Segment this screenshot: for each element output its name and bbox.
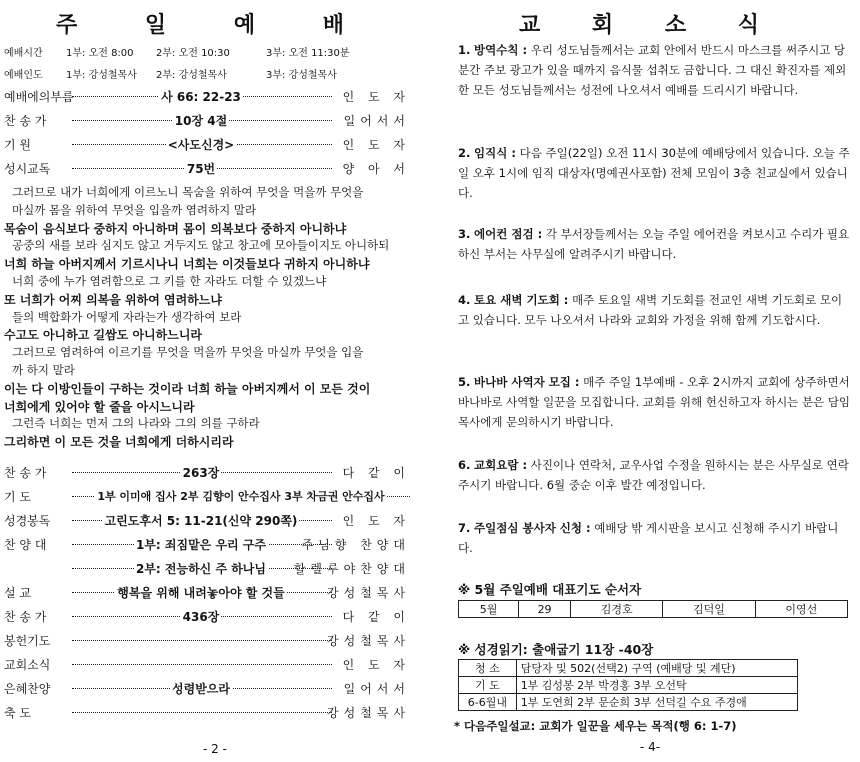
verse-line: 너희 중에 누가 염려함으로 그 키를 한 자라도 더할 수 있겠느냐 <box>12 274 327 288</box>
order-right: 인 도 자 <box>342 658 410 672</box>
order-row <box>4 632 410 652</box>
news-item-number: 3. <box>458 227 471 241</box>
order-row <box>4 680 410 700</box>
news-item-number: 4. <box>458 293 471 307</box>
order-right: 주님향 찬양대 <box>301 538 410 552</box>
news-item <box>458 40 852 100</box>
order-label: 은혜찬양 <box>4 682 51 696</box>
time-service-3: 3부: 오전 11:30분 <box>266 48 350 59</box>
duty-value: 1부 김성봉 2부 박경홍 3부 오선탁 <box>516 677 797 694</box>
order-content: 436장 <box>182 610 220 624</box>
order-content: 75번 <box>186 162 216 176</box>
order-label: 봉헌기도 <box>4 634 51 648</box>
page-number-left: - 2 - <box>203 742 227 756</box>
news-item-heading: 임직식 : <box>474 146 516 160</box>
verse-line: 그러므로 염려하여 이르기를 무엇을 먹을까 무엇을 마실까 무엇을 입을 <box>12 345 364 360</box>
news-item-number: 6. <box>458 458 471 472</box>
verse-line: 너희 하늘 아버지께서 기르시나니 너희는 이것들보다 귀하지 아니하냐 <box>4 257 370 272</box>
leader-dots <box>72 664 332 665</box>
prayer-cell: 김경호 <box>571 601 663 618</box>
order-content: 사 66: 22-23 <box>161 90 241 104</box>
verse-line: 들의 백합화가 어떻게 자라는가 생각하여 보라 <box>12 309 242 324</box>
verse-line: 목숨이 음식보다 중하지 아니하며 몸이 의복보다 중하지 아니하냐 <box>4 221 347 236</box>
order-right: 강성철목사 <box>327 706 410 720</box>
next-sermon-note: * 다음주일설교: 교회가 일꾼을 세우는 목적(행 6: 1-7) <box>454 719 737 733</box>
verse-line: 그리하면 이 모든 것을 너희에게 더하시리라 <box>4 435 234 450</box>
duty-table <box>458 659 798 711</box>
order-label: 기 원 <box>4 138 31 152</box>
news-item <box>458 518 852 558</box>
leader-dots <box>72 640 332 641</box>
order-row <box>4 88 410 108</box>
time-service-2: 2부: 오전 10:30 <box>156 48 230 59</box>
order-label: 교회소식 <box>4 658 51 672</box>
news-item-number: 7. <box>458 521 471 535</box>
news-item <box>458 290 852 330</box>
duty-label: 기 도 <box>459 677 517 694</box>
leader-dots <box>72 712 332 713</box>
order-label: 찬 양 대 <box>4 538 47 552</box>
prayer-cell: 김덕일 <box>663 601 755 618</box>
order-label: 기 도 <box>4 490 31 504</box>
news-item-body: 우리 성도님들께서는 교회 안에서 반드시 마스크를 써주시고 당분간 주보 광고가 있을 때까지 음식물 섭취도 금합니다. 그 대신 확진자를 제외한 모든 성도님들께서는 성전에 나오셔서 예배를 드리시기 바랍니다. <box>458 43 847 97</box>
news-item-heading: 주일점심 봉사자 신청 : <box>474 521 591 535</box>
order-right: 강성철목사 <box>327 586 410 600</box>
order-label: 찬 송 가 <box>4 610 47 624</box>
order-row <box>4 512 410 532</box>
order-content: 고린도후서 5: 11-21(신약 290쪽) <box>104 514 298 528</box>
order-content: <사도신경> <box>167 138 235 152</box>
order-row <box>4 584 410 604</box>
order-row <box>4 536 410 556</box>
news-item-body: 예배당 밖 게시판을 보시고 신청해 주시기 바랍니다. <box>458 521 839 555</box>
order-row <box>4 704 410 724</box>
order-row <box>4 560 410 580</box>
leader-service-2: 2부: 강성철목사 <box>156 70 227 81</box>
news-item-heading: 토요 새벽 기도회 : <box>474 293 569 307</box>
news-item-heading: 에어컨 점검 : <box>474 227 543 241</box>
order-right: 인 도 자 <box>342 514 410 528</box>
news-item-number: 1. <box>458 43 471 57</box>
order-right: 강성철목사 <box>327 634 410 648</box>
order-right: 인 도 자 <box>342 90 410 104</box>
verse-line: 공중의 새를 보라 심지도 않고 거두지도 않고 창고에 모아들이지도 아니하되 <box>12 238 390 253</box>
duty-label: 6-6월내 <box>459 694 517 711</box>
order-row <box>4 112 410 132</box>
order-content: 2부: 전능하신 주 하나님 <box>135 562 266 576</box>
time-service-1: 1부: 오전 8:00 <box>66 48 134 59</box>
order-content: 행복을 위해 내려놓아야 할 것들 <box>117 586 285 600</box>
order-row <box>4 656 410 676</box>
order-right: 다 같 이 <box>342 610 410 624</box>
prayer-cell: 5월 <box>459 601 519 618</box>
order-row <box>4 488 410 508</box>
news-title: 교 회 소 식 <box>519 12 781 38</box>
news-item-heading: 바나바 사역자 모집 : <box>474 375 580 389</box>
news-item-body: 매주 토요일 새벽 기도회를 전교인 새벽 기도회로 모이고 있습니다. 모두 나오셔서 나라와 교회와 가정을 위해 함께 기도합시다. <box>458 293 843 327</box>
order-right: 일어서서 <box>343 114 410 128</box>
verse-line: 그러므로 내가 너희에게 이르노니 목숨을 위하여 무엇을 먹을까 무엇을 <box>12 185 364 199</box>
order-label: 찬 송 가 <box>4 114 47 128</box>
times-label: 예배시간 <box>4 48 43 59</box>
leaders-label: 예배인도 <box>4 70 43 81</box>
prayer-cell: 이영선 <box>755 601 847 618</box>
order-label: 성시교독 <box>4 162 51 176</box>
leader-service-3: 3부: 강성철목사 <box>266 70 337 81</box>
duty-value: 1부 도연희 2부 문순희 3부 선덕길 수요 주경애 <box>516 694 797 711</box>
news-item-body: 사진이나 연락처, 교우사업 수정을 원하시는 분은 사무실로 연락주시기 바랍니다. 6월 중순 이후 발간 예정입니다. <box>458 458 849 492</box>
news-item-body: 매주 주일 1부예배 - 오후 2시까지 교회에 상주하면서 바나바로 사역할 일꾼을 모집합니다. 교회를 위해 헌신하고자 하시는 분은 담임목사에게 문의하시기 바랍니다. <box>458 375 851 429</box>
verse-line: 까 하지 말라 <box>12 363 75 377</box>
leader-service-1: 1부: 강성철목사 <box>66 70 137 81</box>
worship-title: 주 일 예 배 <box>56 12 374 38</box>
order-row <box>4 136 410 156</box>
prayer-schedule-table <box>458 600 848 618</box>
verse-line: 또 너희가 어찌 의복을 위하여 염려하느냐 <box>4 292 222 307</box>
prayer-cell: 29 <box>519 601 571 618</box>
duty-label: 청 소 <box>459 660 517 677</box>
order-content: 성령받으라 <box>172 682 230 696</box>
order-label: 성경봉독 <box>4 514 51 528</box>
news-item-heading: 교회요람 : <box>474 458 528 472</box>
order-content: 263장 <box>182 466 220 480</box>
order-row <box>4 608 410 628</box>
news-item <box>458 455 852 495</box>
order-right: 양 아 서 <box>342 162 410 176</box>
order-row <box>4 464 410 484</box>
news-item-heading: 방역수칙 : <box>474 43 528 57</box>
verse-line: 너희에게 있어야 할 줄을 아시느니라 <box>4 399 195 414</box>
order-row <box>4 160 410 180</box>
order-label: 설 교 <box>4 586 31 600</box>
news-item <box>458 372 852 432</box>
news-item <box>458 224 852 264</box>
order-right: 인 도 자 <box>342 138 410 152</box>
verse-line: 수고도 아니하고 길쌈도 아니하느니라 <box>4 328 203 343</box>
verse-line: 그런즉 너희는 먼저 그의 나라와 그의 의를 구하라 <box>12 416 260 431</box>
news-item-number: 5. <box>458 375 471 389</box>
duty-value: 담당자 및 502(선택2) 구역 (예배당 및 계단) <box>516 660 797 677</box>
page-number-right: - 4- <box>639 740 661 754</box>
order-right: 할렐루야찬양대 <box>293 562 410 576</box>
order-right: 일어서서 <box>343 682 410 696</box>
verse-line: 마실까 몸을 위하여 무엇을 입을까 염려하지 말라 <box>12 202 257 217</box>
order-label: 예배에의부름 <box>4 90 74 104</box>
news-item-body: 다음 주일(22일) 오전 11시 30분에 예배당에서 있습니다. 오늘 주일 오후 1시에 임직 대상자(명예권사포함) 전체 모임이 3층 친교실에서 있습니다. <box>458 146 850 200</box>
verse-line: 이는 다 이방인들이 구하는 것이라 너희 하늘 아버지께서 이 모든 것이 <box>4 381 371 396</box>
news-item-number: 2. <box>458 146 471 160</box>
prayer-schedule-title: ※ 5월 주일예배 대표기도 순서자 <box>458 582 642 597</box>
order-content: 1부: 죄짐맡은 우리 구주 <box>135 538 266 552</box>
order-right: 다 같 이 <box>342 466 410 480</box>
order-label: 축 도 <box>4 706 31 720</box>
order-label: 찬 송 가 <box>4 466 47 480</box>
order-content: 1부 이미애 집사 2부 김향이 안수집사 3부 차금권 안수집사 <box>97 490 385 503</box>
news-item-body: 각 부서장들께서는 오늘 주일 에어컨을 켜보시고 수리가 필요하신 부서는 사무실에 알려주시기 바랍니다. <box>458 227 850 261</box>
right-page <box>440 0 860 762</box>
bible-reading-title: ※ 성경읽기: 출애굽기 11장 -40장 <box>458 642 654 657</box>
order-content: 10장 4절 <box>174 114 228 128</box>
news-item <box>458 143 852 203</box>
